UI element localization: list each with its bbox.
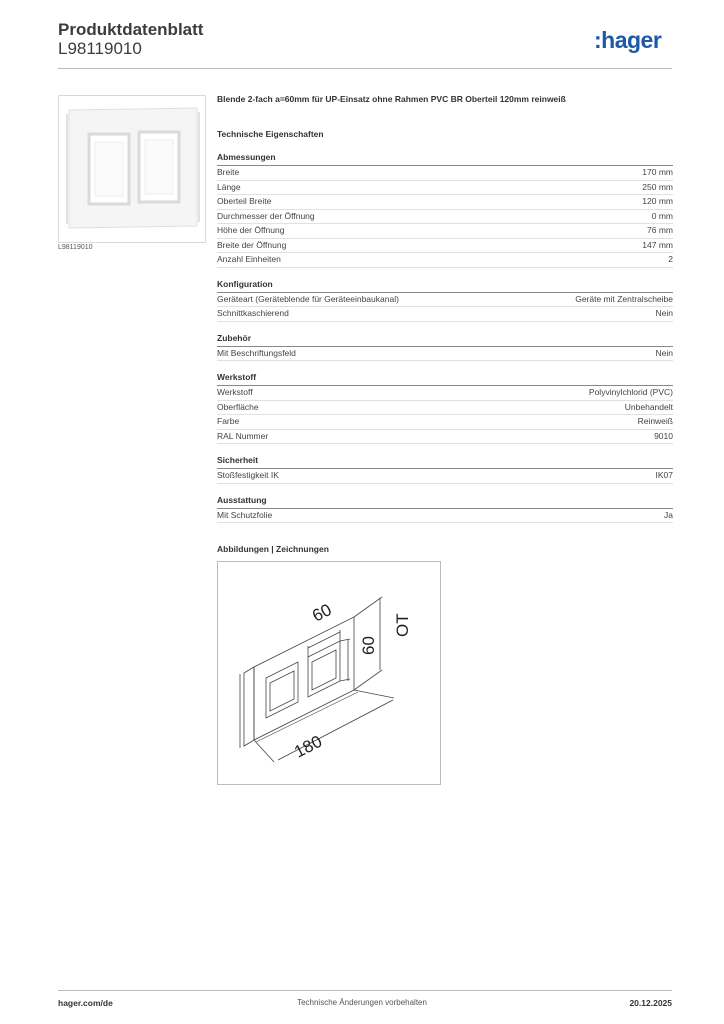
technical-drawing-svg [218, 562, 440, 784]
row-label: Geräteart (Geräteblende für Geräteeinbaukanal) [217, 293, 399, 304]
row-label: Höhe der Öffnung [217, 225, 285, 235]
section-title: Technische Eigenschaften [217, 129, 324, 139]
article-number: L98119010 [58, 39, 142, 58]
group-title: Abmessungen [217, 152, 673, 166]
table-row [217, 224, 673, 239]
dim-top-part: OT [393, 613, 412, 637]
product-image-caption: L98119010 [58, 244, 93, 251]
row-label: Farbe [217, 416, 240, 426]
row-label: Schnittkaschierend [217, 308, 289, 318]
table-row [217, 239, 673, 254]
footer-date: 20.12.2025 [629, 998, 672, 1008]
row-value: Reinweiß [637, 416, 673, 426]
group-abmessungen [217, 152, 673, 268]
table-row [217, 293, 673, 308]
row-label: Oberteil Breite [217, 196, 272, 206]
dim-length: 180 [291, 731, 326, 762]
technical-drawing [217, 561, 441, 785]
footer-note: Technische Änderungen vorbehalten [297, 998, 427, 1007]
group-title: Konfiguration [217, 279, 673, 293]
row-value: 170 mm [642, 167, 673, 177]
row-value: 147 mm [642, 239, 673, 250]
row-value: Ja [664, 509, 673, 520]
product-headline: Blende 2-fach a=60mm für UP-Einsatz ohne Rahmen PVC BR Oberteil 120mm reinweiß [217, 94, 566, 104]
page-title: Produktdatenblatt [58, 20, 204, 39]
row-value: IK07 [655, 470, 673, 480]
dim-opening-height: 60 [359, 636, 378, 655]
footer-website: hager.com/de [58, 998, 113, 1008]
group-title: Ausstattung [217, 495, 673, 509]
logo-text: hager [601, 27, 662, 53]
hager-logo: :hager [594, 27, 662, 53]
header-divider [58, 68, 672, 69]
row-value: Nein [655, 308, 673, 318]
table-row [217, 181, 673, 196]
table-row [217, 307, 673, 322]
table-row [217, 430, 673, 445]
row-value: 2 [668, 254, 673, 264]
row-label: Breite der Öffnung [217, 239, 287, 250]
row-label: Durchmesser der Öffnung [217, 210, 315, 221]
group-title: Sicherheit [217, 455, 673, 469]
group-ausstattung [217, 495, 673, 524]
row-label: Werkstoff [217, 387, 253, 397]
group-werkstoff [217, 372, 673, 444]
product-details [217, 94, 673, 556]
dim-opening-width: 60 [309, 600, 335, 626]
row-value: Polyvinylchlorid (PVC) [588, 387, 673, 397]
row-value: 0 mm [651, 210, 673, 221]
table-row [217, 210, 673, 225]
row-label: Stoßfestigkeit IK [217, 470, 279, 480]
row-value: 9010 [654, 430, 673, 441]
product-image-drawing [59, 96, 205, 242]
row-label: Anzahl Einheiten [217, 254, 281, 264]
product-image [58, 95, 206, 243]
table-row [217, 166, 673, 181]
table-row [217, 195, 673, 210]
row-label: RAL Nummer [217, 430, 269, 441]
table-row [217, 386, 673, 401]
row-value: 250 mm [642, 181, 673, 192]
table-row [217, 347, 673, 362]
table-row [217, 469, 673, 484]
group-title: Zubehör [217, 333, 673, 347]
group-sicherheit [217, 455, 673, 484]
row-value: Unbehandelt [624, 401, 673, 412]
row-label: Breite [217, 167, 240, 177]
footer-divider [58, 990, 672, 991]
row-label: Mit Beschriftungsfeld [217, 347, 296, 358]
row-label: Länge [217, 181, 241, 192]
row-value: Nein [655, 347, 673, 358]
group-konfiguration [217, 279, 673, 322]
drawings-title: Abbildungen | Zeichnungen [217, 544, 329, 554]
table-row [217, 415, 673, 430]
row-label: Oberfläche [217, 401, 259, 412]
group-zubehoer [217, 333, 673, 362]
group-title: Werkstoff [217, 372, 673, 386]
row-value: 120 mm [642, 196, 673, 206]
table-row [217, 401, 673, 416]
row-value: Geräte mit Zentralscheibe [575, 293, 673, 304]
row-label: Mit Schutzfolie [217, 509, 273, 520]
row-value: 76 mm [647, 225, 673, 235]
table-row [217, 509, 673, 524]
table-row [217, 253, 673, 268]
